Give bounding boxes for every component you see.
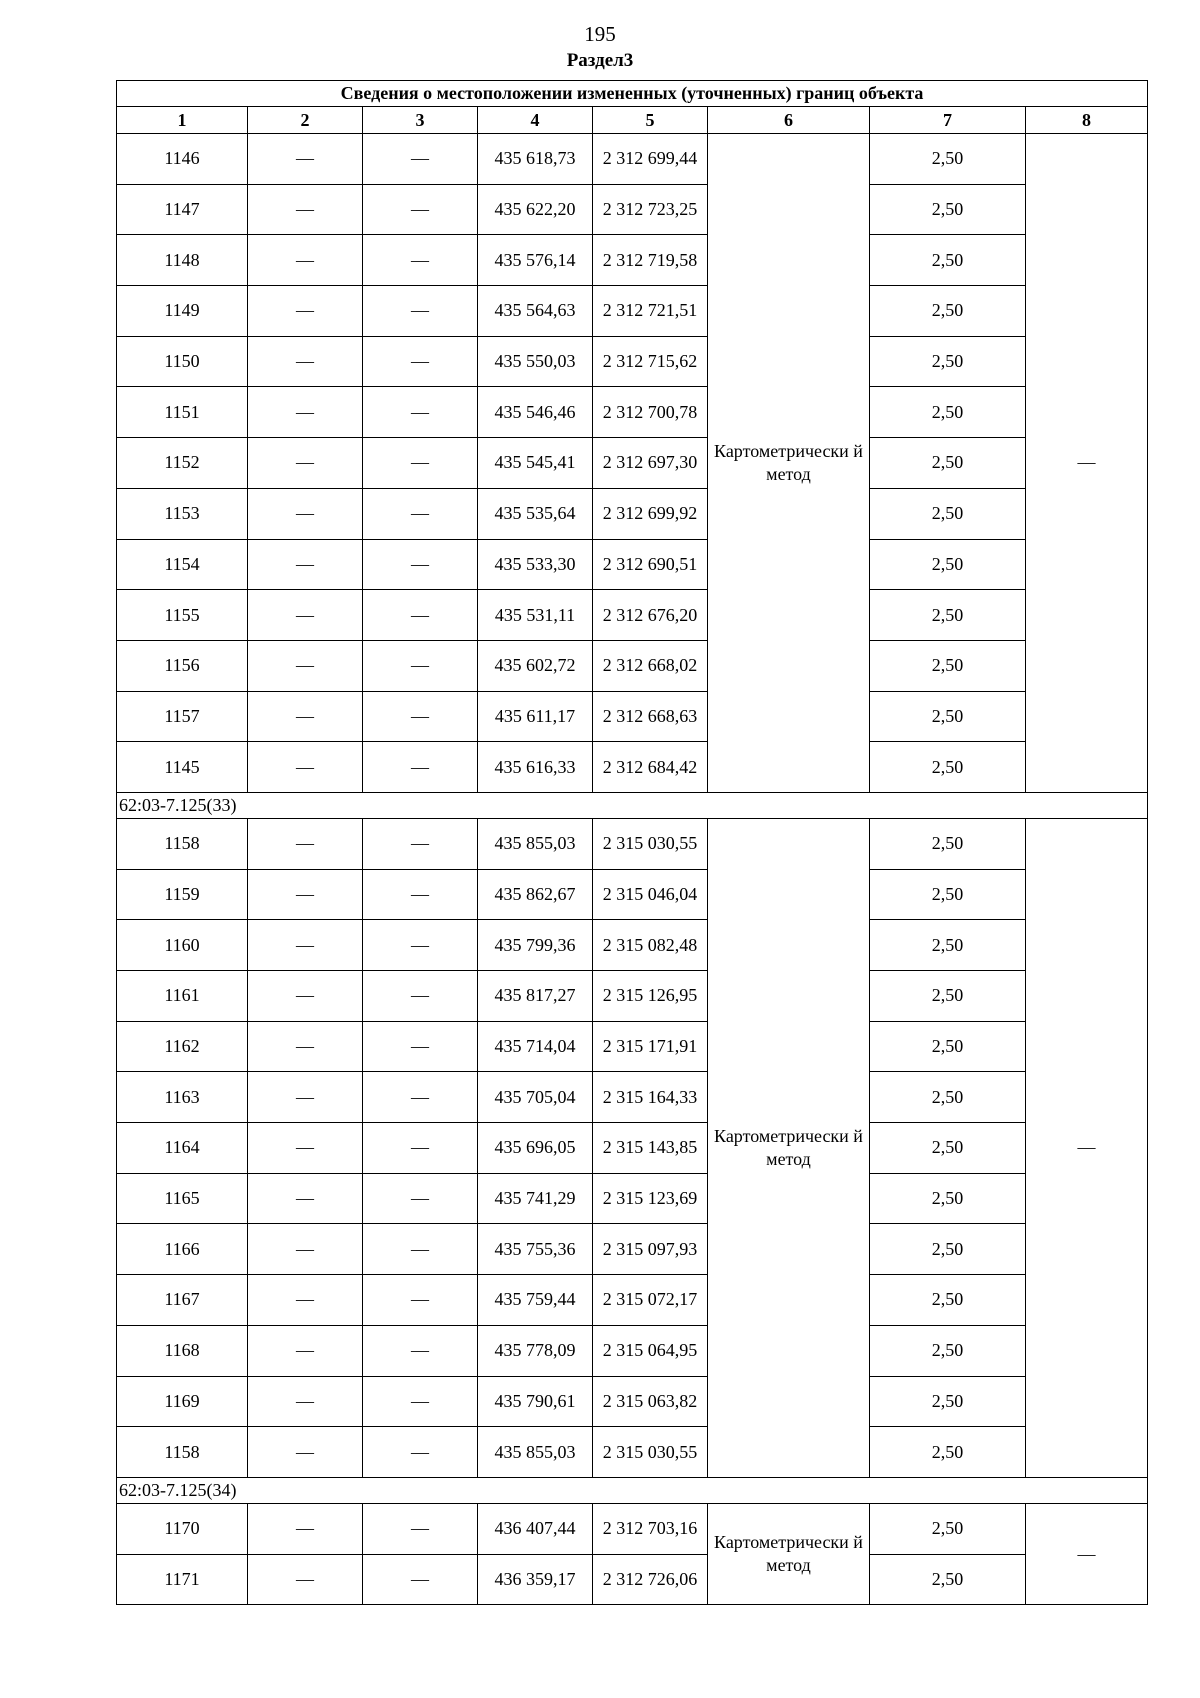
x-coordinate-cell: 435 576,14 <box>478 235 593 286</box>
point-number-cell: 1156 <box>117 640 248 691</box>
column-3-cell: — <box>363 286 478 337</box>
point-number-cell: 1147 <box>117 184 248 235</box>
precision-cell: 2,50 <box>870 1376 1026 1427</box>
point-number-cell: 1159 <box>117 869 248 920</box>
column-3-cell: — <box>363 134 478 185</box>
precision-cell: 2,50 <box>870 336 1026 387</box>
x-coordinate-cell: 435 611,17 <box>478 691 593 742</box>
column-2-cell: — <box>248 590 363 641</box>
column-3-cell: — <box>363 1275 478 1326</box>
point-number-cell: 1168 <box>117 1325 248 1376</box>
column-2-cell: — <box>248 640 363 691</box>
precision-cell: 2,50 <box>870 134 1026 185</box>
y-coordinate-cell: 2 312 684,42 <box>593 742 708 793</box>
point-number-cell: 1164 <box>117 1123 248 1174</box>
table-row <box>117 488 1148 539</box>
y-coordinate-cell: 2 315 171,91 <box>593 1021 708 1072</box>
x-coordinate-cell: 435 696,05 <box>478 1123 593 1174</box>
x-coordinate-cell: 436 407,44 <box>478 1503 593 1554</box>
x-coordinate-cell: 435 616,33 <box>478 742 593 793</box>
y-coordinate-cell: 2 312 676,20 <box>593 590 708 641</box>
table-row <box>117 286 1148 337</box>
x-coordinate-cell: 435 714,04 <box>478 1021 593 1072</box>
table-row <box>117 184 1148 235</box>
table-row <box>117 742 1148 793</box>
precision-cell: 2,50 <box>870 1224 1026 1275</box>
table-row <box>117 869 1148 920</box>
column-3-cell: — <box>363 438 478 489</box>
table-row <box>117 1554 1148 1605</box>
table-row <box>117 1173 1148 1224</box>
x-coordinate-cell: 435 602,72 <box>478 640 593 691</box>
point-number-cell: 1148 <box>117 235 248 286</box>
point-number-cell: 1160 <box>117 920 248 971</box>
y-coordinate-cell: 2 312 699,92 <box>593 488 708 539</box>
precision-cell: 2,50 <box>870 869 1026 920</box>
column-number-header: 5 <box>593 107 708 134</box>
point-number-cell: 1161 <box>117 971 248 1022</box>
table-row <box>117 818 1148 869</box>
y-coordinate-cell: 2 315 072,17 <box>593 1275 708 1326</box>
column-3-cell: — <box>363 691 478 742</box>
cadastral-group-label: 62:03-7.125(34) <box>117 1477 1148 1503</box>
point-number-cell: 1151 <box>117 387 248 438</box>
x-coordinate-cell: 435 564,63 <box>478 286 593 337</box>
y-coordinate-cell: 2 315 063,82 <box>593 1376 708 1427</box>
table-row <box>117 1021 1148 1072</box>
column-number-header: 4 <box>478 107 593 134</box>
column-8-cell: — <box>1026 134 1148 793</box>
table-row <box>117 235 1148 286</box>
column-3-cell: — <box>363 640 478 691</box>
precision-cell: 2,50 <box>870 1275 1026 1326</box>
x-coordinate-cell: 435 618,73 <box>478 134 593 185</box>
section-title: Раздел3 <box>566 50 634 71</box>
column-3-cell: — <box>363 488 478 539</box>
precision-cell: 2,50 <box>870 590 1026 641</box>
column-2-cell: — <box>248 539 363 590</box>
column-3-cell: — <box>363 1503 478 1554</box>
column-2-cell: — <box>248 336 363 387</box>
x-coordinate-cell: 435 535,64 <box>478 488 593 539</box>
point-number-cell: 1170 <box>117 1503 248 1554</box>
column-3-cell: — <box>363 742 478 793</box>
y-coordinate-cell: 2 315 164,33 <box>593 1072 708 1123</box>
column-number-header: 3 <box>363 107 478 134</box>
precision-cell: 2,50 <box>870 1554 1026 1605</box>
y-coordinate-cell: 2 312 721,51 <box>593 286 708 337</box>
column-2-cell: — <box>248 1123 363 1174</box>
x-coordinate-cell: 436 359,17 <box>478 1554 593 1605</box>
table-row <box>117 590 1148 641</box>
column-2-cell: — <box>248 1427 363 1478</box>
point-number-cell: 1157 <box>117 691 248 742</box>
column-2-cell: — <box>248 1021 363 1072</box>
point-number-cell: 1171 <box>117 1554 248 1605</box>
table-row <box>117 387 1148 438</box>
y-coordinate-cell: 2 315 097,93 <box>593 1224 708 1275</box>
x-coordinate-cell: 435 778,09 <box>478 1325 593 1376</box>
point-number-cell: 1163 <box>117 1072 248 1123</box>
y-coordinate-cell: 2 312 700,78 <box>593 387 708 438</box>
column-2-cell: — <box>248 1275 363 1326</box>
x-coordinate-cell: 435 817,27 <box>478 971 593 1022</box>
table-row <box>117 1072 1148 1123</box>
x-coordinate-cell: 435 755,36 <box>478 1224 593 1275</box>
column-2-cell: — <box>248 742 363 793</box>
y-coordinate-cell: 2 315 030,55 <box>593 818 708 869</box>
column-2-cell: — <box>248 1072 363 1123</box>
precision-cell: 2,50 <box>870 691 1026 742</box>
column-3-cell: — <box>363 920 478 971</box>
column-3-cell: — <box>363 336 478 387</box>
column-number-header: 2 <box>248 107 363 134</box>
precision-cell: 2,50 <box>870 539 1026 590</box>
table-row <box>117 1123 1148 1174</box>
column-2-cell: — <box>248 1325 363 1376</box>
y-coordinate-cell: 2 312 703,16 <box>593 1503 708 1554</box>
column-number-header: 8 <box>1026 107 1148 134</box>
x-coordinate-cell: 435 546,46 <box>478 387 593 438</box>
point-number-cell: 1153 <box>117 488 248 539</box>
x-coordinate-cell: 435 855,03 <box>478 818 593 869</box>
precision-cell: 2,50 <box>870 235 1026 286</box>
column-3-cell: — <box>363 1325 478 1376</box>
x-coordinate-cell: 435 855,03 <box>478 1427 593 1478</box>
x-coordinate-cell: 435 550,03 <box>478 336 593 387</box>
precision-cell: 2,50 <box>870 184 1026 235</box>
column-2-cell: — <box>248 920 363 971</box>
column-2-cell: — <box>248 971 363 1022</box>
precision-cell: 2,50 <box>870 1427 1026 1478</box>
precision-cell: 2,50 <box>870 1072 1026 1123</box>
column-2-cell: — <box>248 438 363 489</box>
y-coordinate-cell: 2 315 030,55 <box>593 1427 708 1478</box>
precision-cell: 2,50 <box>870 1503 1026 1554</box>
point-number-cell: 1152 <box>117 438 248 489</box>
point-number-cell: 1166 <box>117 1224 248 1275</box>
y-coordinate-cell: 2 312 715,62 <box>593 336 708 387</box>
column-3-cell: — <box>363 1021 478 1072</box>
y-coordinate-cell: 2 312 668,63 <box>593 691 708 742</box>
method-cell: Картометрически й метод <box>708 1503 870 1604</box>
point-number-cell: 1167 <box>117 1275 248 1326</box>
column-3-cell: — <box>363 387 478 438</box>
table-row <box>117 1275 1148 1326</box>
table-row <box>117 1503 1148 1554</box>
y-coordinate-cell: 2 312 723,25 <box>593 184 708 235</box>
column-2-cell: — <box>248 387 363 438</box>
cadastral-group-label: 62:03-7.125(33) <box>117 792 1148 818</box>
point-number-cell: 1165 <box>117 1173 248 1224</box>
precision-cell: 2,50 <box>870 1021 1026 1072</box>
table-row <box>117 640 1148 691</box>
precision-cell: 2,50 <box>870 286 1026 337</box>
y-coordinate-cell: 2 315 143,85 <box>593 1123 708 1174</box>
group-row <box>117 792 1148 818</box>
column-2-cell: — <box>248 286 363 337</box>
table-row <box>117 691 1148 742</box>
column-3-cell: — <box>363 235 478 286</box>
table-row <box>117 1427 1148 1478</box>
precision-cell: 2,50 <box>870 640 1026 691</box>
point-number-cell: 1158 <box>117 1427 248 1478</box>
column-number-header: 1 <box>117 107 248 134</box>
column-2-cell: — <box>248 1173 363 1224</box>
x-coordinate-cell: 435 759,44 <box>478 1275 593 1326</box>
y-coordinate-cell: 2 315 064,95 <box>593 1325 708 1376</box>
table-row <box>117 1224 1148 1275</box>
group-row <box>117 1477 1148 1503</box>
column-2-cell: — <box>248 818 363 869</box>
precision-cell: 2,50 <box>870 438 1026 489</box>
table-row <box>117 336 1148 387</box>
table-row <box>117 539 1148 590</box>
column-3-cell: — <box>363 184 478 235</box>
precision-cell: 2,50 <box>870 1123 1026 1174</box>
y-coordinate-cell: 2 312 699,44 <box>593 134 708 185</box>
precision-cell: 2,50 <box>870 818 1026 869</box>
point-number-cell: 1149 <box>117 286 248 337</box>
method-cell: Картометрически й метод <box>708 134 870 793</box>
boundary-coordinates-table <box>116 80 1148 1605</box>
table-row <box>117 920 1148 971</box>
y-coordinate-cell: 2 312 690,51 <box>593 539 708 590</box>
precision-cell: 2,50 <box>870 1325 1026 1376</box>
y-coordinate-cell: 2 312 697,30 <box>593 438 708 489</box>
column-2-cell: — <box>248 691 363 742</box>
table-row <box>117 134 1148 185</box>
column-number-row <box>117 107 1148 134</box>
column-3-cell: — <box>363 1072 478 1123</box>
column-2-cell: — <box>248 1503 363 1554</box>
x-coordinate-cell: 435 531,11 <box>478 590 593 641</box>
y-coordinate-cell: 2 315 123,69 <box>593 1173 708 1224</box>
point-number-cell: 1155 <box>117 590 248 641</box>
x-coordinate-cell: 435 790,61 <box>478 1376 593 1427</box>
x-coordinate-cell: 435 622,20 <box>478 184 593 235</box>
y-coordinate-cell: 2 312 726,06 <box>593 1554 708 1605</box>
column-2-cell: — <box>248 1554 363 1605</box>
x-coordinate-cell: 435 799,36 <box>478 920 593 971</box>
y-coordinate-cell: 2 312 668,02 <box>593 640 708 691</box>
table-title: Сведения о местоположении измененных (уточненных) границ объекта <box>117 81 1148 107</box>
column-8-cell: — <box>1026 1503 1148 1604</box>
method-cell: Картометрически й метод <box>708 818 870 1477</box>
x-coordinate-cell: 435 545,41 <box>478 438 593 489</box>
table-row <box>117 438 1148 489</box>
point-number-cell: 1158 <box>117 818 248 869</box>
point-number-cell: 1162 <box>117 1021 248 1072</box>
column-number-header: 7 <box>870 107 1026 134</box>
table-row <box>117 1325 1148 1376</box>
point-number-cell: 1145 <box>117 742 248 793</box>
column-2-cell: — <box>248 184 363 235</box>
page-number: 195 <box>584 22 616 46</box>
table-row <box>117 971 1148 1022</box>
column-2-cell: — <box>248 488 363 539</box>
precision-cell: 2,50 <box>870 971 1026 1022</box>
y-coordinate-cell: 2 315 126,95 <box>593 971 708 1022</box>
column-3-cell: — <box>363 590 478 641</box>
precision-cell: 2,50 <box>870 1173 1026 1224</box>
column-8-cell: — <box>1026 818 1148 1477</box>
table-body <box>117 134 1148 1605</box>
y-coordinate-cell: 2 312 719,58 <box>593 235 708 286</box>
column-3-cell: — <box>363 539 478 590</box>
column-3-cell: — <box>363 1123 478 1174</box>
precision-cell: 2,50 <box>870 742 1026 793</box>
precision-cell: 2,50 <box>870 488 1026 539</box>
y-coordinate-cell: 2 315 046,04 <box>593 869 708 920</box>
column-2-cell: — <box>248 134 363 185</box>
point-number-cell: 1169 <box>117 1376 248 1427</box>
column-3-cell: — <box>363 971 478 1022</box>
point-number-cell: 1150 <box>117 336 248 387</box>
column-3-cell: — <box>363 869 478 920</box>
point-number-cell: 1146 <box>117 134 248 185</box>
table-row <box>117 1376 1148 1427</box>
column-2-cell: — <box>248 235 363 286</box>
column-3-cell: — <box>363 1224 478 1275</box>
column-3-cell: — <box>363 1427 478 1478</box>
column-2-cell: — <box>248 1224 363 1275</box>
column-2-cell: — <box>248 1376 363 1427</box>
column-3-cell: — <box>363 1376 478 1427</box>
point-number-cell: 1154 <box>117 539 248 590</box>
column-3-cell: — <box>363 818 478 869</box>
x-coordinate-cell: 435 533,30 <box>478 539 593 590</box>
y-coordinate-cell: 2 315 082,48 <box>593 920 708 971</box>
precision-cell: 2,50 <box>870 920 1026 971</box>
x-coordinate-cell: 435 862,67 <box>478 869 593 920</box>
x-coordinate-cell: 435 741,29 <box>478 1173 593 1224</box>
x-coordinate-cell: 435 705,04 <box>478 1072 593 1123</box>
column-3-cell: — <box>363 1554 478 1605</box>
column-3-cell: — <box>363 1173 478 1224</box>
column-number-header: 6 <box>708 107 870 134</box>
precision-cell: 2,50 <box>870 387 1026 438</box>
column-2-cell: — <box>248 869 363 920</box>
